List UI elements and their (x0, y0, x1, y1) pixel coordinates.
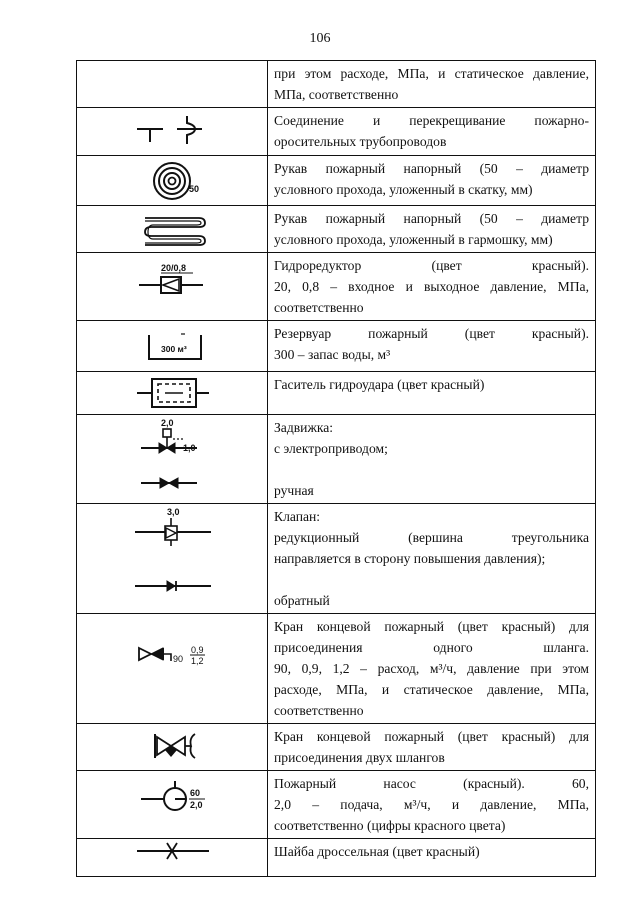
table-row (77, 206, 596, 253)
table-row (77, 321, 596, 372)
symbol-cell (77, 61, 268, 108)
working-pressure-label: 0,9 (191, 645, 204, 655)
reservoir-volume-label: 300 м³ (161, 344, 187, 354)
description-line: Рукав пожарный напорный (50 – диаметр (274, 161, 589, 176)
description-line: 20, 0,8 – входное и выходное давление, МПа, (274, 279, 589, 294)
description-line: Гаситель гидроудара (цвет красный) (274, 377, 485, 392)
description-cell (268, 771, 596, 839)
description-cell (268, 504, 596, 614)
gate-valve-icon (77, 415, 267, 501)
table-row (77, 156, 596, 206)
table-row (77, 504, 596, 614)
description-line: Клапан: (274, 509, 321, 524)
table-row (77, 415, 596, 504)
description-line: Резервуар пожарный (цвет красный). (274, 326, 589, 341)
table-row (77, 771, 596, 839)
symbol-cell (77, 206, 268, 253)
symbol-cell (77, 771, 268, 839)
symbol-cell (77, 614, 268, 724)
symbol-cell (77, 156, 268, 206)
gate-valve-pressure-side-label: 1,0 (183, 443, 196, 453)
description-line: с электроприводом; (274, 441, 388, 456)
reservoir-icon (77, 321, 267, 372)
symbol-cell (77, 504, 268, 614)
symbol-cell (77, 415, 268, 504)
flow-rate-label: 90 (173, 654, 184, 664)
symbol-cell (77, 253, 268, 321)
description-cell (268, 372, 596, 415)
description-line: обратный (274, 593, 330, 608)
symbol-cell (77, 372, 268, 415)
water-hammer-damper-icon (77, 372, 267, 415)
description-line: Задвижка: (274, 420, 334, 435)
description-line: присоединения двух шлангов (274, 750, 445, 765)
description-line: редукционный (вершина треугольника (274, 530, 589, 545)
description-line: Пожарный насос (красный). 60, (274, 776, 589, 791)
table-row (77, 372, 596, 415)
static-pressure-label: 1,2 (191, 656, 204, 666)
description-cell (268, 108, 596, 156)
table-row (77, 614, 596, 724)
description-line: расходе, МПа, и статическое давление, МПа, (274, 682, 589, 697)
hose-diameter-label: 50 (189, 184, 200, 194)
description-line: Кран концевой пожарный (цвет красный) для (274, 619, 589, 634)
description-line: Шайба дроссельная (цвет красный) (274, 844, 480, 859)
symbol-cell (77, 321, 268, 372)
description-line: при этом расходе, МПа, и статическое давление, (274, 66, 589, 81)
table-row (77, 61, 596, 108)
description-line: 2,0 – подача, м³/ч, и давление, МПа, (274, 797, 589, 812)
table-row (77, 253, 596, 321)
description-cell (268, 839, 596, 877)
symbol-cell (77, 108, 268, 156)
table-row (77, 839, 596, 877)
hose-coil-icon (77, 156, 267, 206)
spacer (274, 569, 589, 590)
fire-pump-icon (77, 771, 267, 833)
description-line: условного прохода, уложенный в скатку, мм) (274, 182, 533, 197)
symbol-cell (77, 724, 268, 771)
description-line: соответственно (цифры красного цвета) (274, 818, 506, 833)
description-line: направляется в сторону повышения давления); (274, 551, 546, 566)
end-valve-double-icon (77, 724, 267, 767)
description-cell (268, 61, 596, 108)
description-line: МПа, соответственно (274, 87, 399, 102)
description-line: 300 – запас воды, м³ (274, 347, 391, 362)
description-cell (268, 321, 596, 372)
hose-accordion-icon (77, 206, 267, 253)
description-cell (268, 415, 596, 504)
description-line: 90, 0,9, 1,2 – расход, м³/ч, давление при этом (274, 661, 589, 676)
symbol-legend-table (76, 60, 596, 877)
description-line: условного прохода, уложенный в гармошку, мм) (274, 232, 553, 247)
description-line: Кран концевой пожарный (цвет красный) для (274, 729, 589, 744)
description-line: присоединения одного шланга. (274, 640, 589, 655)
throttle-washer-icon (77, 839, 267, 877)
pressure-label: 20/0,8 (161, 263, 187, 273)
check-valve-icon (77, 504, 267, 604)
end-valve-single-icon (77, 614, 267, 715)
description-line: Гидроредуктор (цвет красный). (274, 258, 589, 273)
reducing-valve-pressure-label: 3,0 (167, 507, 180, 517)
description-line: соответственно (274, 300, 364, 315)
pump-pressure-label: 2,0 (190, 800, 203, 810)
description-cell (268, 206, 596, 253)
gate-valve-pressure-top-label: 2,0 (161, 418, 174, 428)
description-line: Соединение и перекрещивание пожарно- (274, 113, 589, 128)
symbol-cell (77, 839, 268, 877)
description-cell (268, 156, 596, 206)
pump-flow-label: 60 (190, 788, 201, 798)
description-line: соответственно (274, 703, 364, 718)
description-cell (268, 724, 596, 771)
description-cell (268, 253, 596, 321)
spacer (274, 459, 589, 480)
description-line: Рукав пожарный напорный (50 – диаметр (274, 211, 589, 226)
description-line: ручная (274, 483, 314, 498)
pressure-reducer-icon (77, 253, 267, 312)
description-cell (268, 614, 596, 724)
description-line: оросительных трубопроводов (274, 134, 447, 149)
page-number: 106 (309, 31, 331, 46)
table-row (77, 724, 596, 771)
pipe-crossing-icon (77, 108, 267, 156)
table-row (77, 108, 596, 156)
